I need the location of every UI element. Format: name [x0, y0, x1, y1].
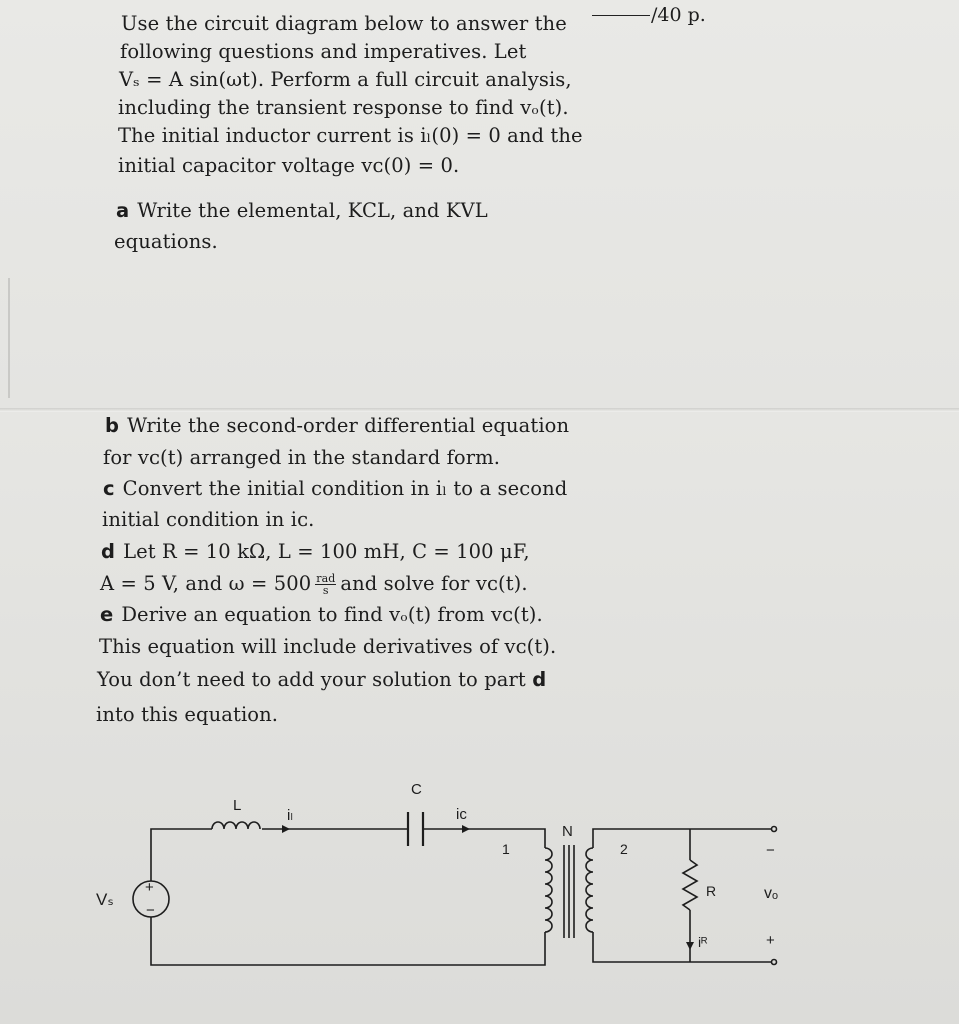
part-e-text-3: You don’t need to add your solution to part — [97, 668, 526, 691]
source-label: Vₛ — [96, 890, 114, 909]
part-a-label: a — [116, 199, 130, 222]
inductor-label: L — [233, 797, 242, 814]
inductor-current-label: iₗ — [287, 807, 293, 824]
primary-turns-label: 1 — [502, 841, 510, 857]
part-b-line-2: for vᴄ(t) arranged in the standard form. — [103, 446, 501, 469]
secondary-turns-label: 2 — [620, 841, 628, 857]
part-a-line-1 — [116, 199, 488, 222]
wire-capacitor-to-primary — [423, 829, 545, 848]
intro-line-4: including the transient response to find vₒ(t). — [118, 96, 569, 119]
part-c-line-1 — [103, 477, 567, 500]
intro-line-2: following questions and imperatives. Let — [120, 40, 527, 63]
rad-per-second-fraction — [315, 573, 336, 596]
score-points: /40 p. — [651, 4, 706, 26]
intro-line-1: Use the circuit diagram below to answer the — [121, 12, 567, 35]
transformer-secondary-coil — [586, 848, 593, 932]
part-e-line-2: This equation will include derivatives of vᴄ(t). — [99, 635, 557, 658]
output-bottom-sign: + — [766, 932, 775, 949]
inductor-coil — [212, 822, 260, 829]
part-d-text-2: A = 5 V, and ω = 500 — [100, 572, 312, 595]
transformer-label: N — [562, 823, 573, 840]
inductor-current-arrow — [282, 825, 290, 833]
score-blank[interactable] — [592, 15, 650, 16]
part-e-label: e — [100, 603, 114, 626]
output-terminal-top — [772, 827, 777, 832]
part-e-line-3 — [97, 668, 554, 691]
intro-line-6: initial capacitor voltage vᴄ(0) = 0. — [118, 154, 460, 177]
fraction-denominator: s — [322, 584, 329, 597]
transformer-primary-coil — [545, 848, 552, 932]
resistor-current-arrow — [686, 942, 694, 950]
intro-line-3: Vₛ = A sin(ωt). Perform a full circuit analysis, — [119, 68, 572, 91]
paper-edge-mark — [8, 278, 10, 398]
capacitor-current-arrow — [462, 825, 470, 833]
part-e-ref-d: d — [532, 668, 547, 691]
part-d-line-2 — [100, 572, 528, 596]
resistor-zigzag — [683, 860, 697, 910]
output-top-sign: − — [766, 842, 775, 859]
score-field — [592, 4, 706, 26]
intro-line-5: The initial inductor current is iₗ(0) = 0 and the — [118, 124, 583, 147]
part-d-label: d — [101, 540, 116, 563]
resistor-label: R — [706, 883, 717, 899]
capacitor-label: C — [411, 781, 422, 798]
wire-secondary-bottom — [593, 932, 772, 962]
part-b-label: b — [105, 414, 120, 437]
part-c-line-2: initial condition in iᴄ. — [102, 508, 315, 531]
part-a-line-2: equations. — [114, 230, 218, 253]
output-voltage-label: vₒ — [764, 885, 779, 902]
paper-fold — [0, 408, 959, 412]
part-d-line-1 — [101, 540, 530, 563]
part-d-text-3: and solve for vᴄ(t). — [340, 572, 528, 595]
source-plus-sign: + — [145, 879, 154, 896]
fraction-numerator: rad — [316, 572, 336, 585]
resistor-current-label: iᴿ — [698, 934, 708, 950]
output-terminal-bottom — [772, 960, 777, 965]
capacitor-current-label: iᴄ — [456, 806, 467, 823]
part-d-text-1: Let R = 10 kΩ, L = 100 mH, C = 100 μF, — [123, 540, 530, 563]
part-c-text-1: Convert the initial condition in iₗ to a second — [122, 477, 568, 500]
circuit-diagram — [0, 760, 959, 1024]
part-a-text-1: Write the elemental, KCL, and KVL — [137, 199, 488, 222]
wire-source-to-inductor — [151, 829, 212, 881]
part-c-label: c — [103, 477, 115, 500]
wire-return-primary — [151, 917, 545, 965]
part-e-text-1: Derive an equation to find vₒ(t) from vᴄ(t). — [121, 603, 543, 626]
part-b-line-1 — [105, 414, 569, 437]
part-e-line-4: into this equation. — [96, 703, 279, 726]
source-minus-sign: − — [146, 902, 155, 919]
part-b-text-1: Write the second-order differential equation — [127, 414, 570, 437]
part-e-line-1 — [100, 603, 543, 626]
